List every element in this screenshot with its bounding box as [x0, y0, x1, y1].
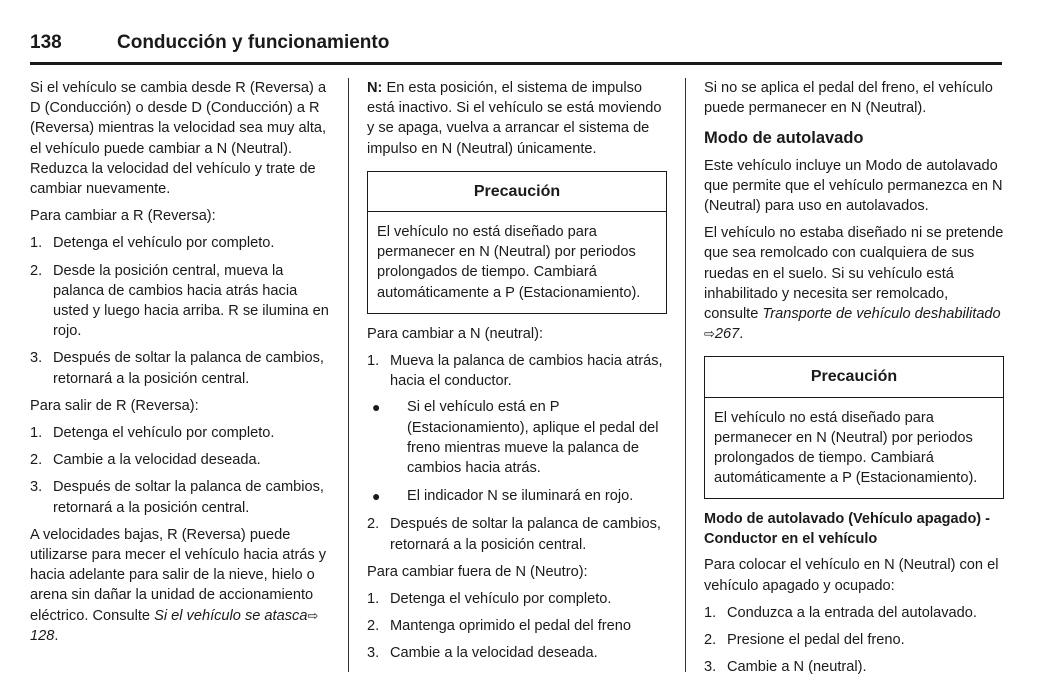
numbered-list [30, 423, 330, 518]
list-number: 1. [367, 591, 380, 608]
punctuation: . [54, 627, 59, 644]
list-number: 3. [367, 645, 380, 662]
list-item-text: Cambie a la velocidad deseada. [390, 645, 598, 662]
page-header [30, 30, 1002, 62]
paragraph: Si no se aplica el pedal del freno, el vehículo puede permanecer en N (Neutral). [704, 80, 993, 117]
list-item-text: Después de soltar la palanca de cambios, retornará a la posición central. [390, 516, 661, 553]
list-item [30, 233, 330, 253]
list-item-text: Detenga el vehículo por completo. [53, 425, 275, 442]
list-number: 2. [704, 632, 717, 649]
paragraph: Para cambiar a R (Reversa): [30, 208, 216, 225]
list-number: 2. [30, 262, 43, 279]
caution-body: El vehículo no está diseñado para permanecer en N (Neutral) por periodos prolongados de tiempo. Cambiará automáticamente a P (Estacionamiento). [714, 409, 978, 487]
list-number: 2. [367, 618, 380, 635]
caution-box [367, 171, 667, 314]
bullet-text: Si el vehículo está en P (Estacionamiento), aplique el pedal del freno mientras mueve la palanca de cambios hacia atrás. [407, 399, 659, 477]
list-item-text: Desde la posición central, mueva la palanca de cambios hacia atrás hacia usted y luego hacia arriba. R se ilumina en rojo. [53, 262, 329, 340]
cross-reference-link[interactable]: Si el vehículo se atasca [154, 607, 308, 624]
list-item [704, 630, 1004, 650]
list-number: 3. [30, 479, 43, 496]
list-number: 1. [704, 604, 717, 621]
paragraph: Para cambiar fuera de N (Neutro): [367, 563, 588, 580]
paragraph: Si el vehículo se cambia desde R (Reversa) a D (Conducción) o desde D (Conducción) a R (Reversa) mientras la velocidad sea muy alta, el vehículo puede cambiar a N (Neutral). Reduzca la velocidad del vehículo y trate de cambiar nuevamente. [30, 80, 327, 198]
paragraph: Este vehículo incluye un Modo de autolavado que permite que el vehículo permanezca en N (Neutral) para uso en autolavados. [704, 157, 1003, 215]
bullet-list [367, 397, 667, 506]
list-item-text: Después de soltar la palanca de cambios, retornará a la posición central. [53, 479, 324, 516]
list-item-text: Conduzca a la entrada del autolavado. [727, 604, 977, 621]
list-number: 1. [30, 425, 43, 442]
arrow-icon: ⇨ [704, 326, 715, 342]
list-item [367, 643, 667, 663]
bullet-item [367, 397, 667, 478]
list-item-text: Mantenga oprimido el pedal del freno [390, 618, 631, 635]
list-number: 1. [30, 235, 43, 252]
cross-reference-page[interactable]: 128 [30, 627, 55, 644]
list-number: 3. [704, 659, 717, 676]
chapter-title: Conducción y funcionamiento [117, 32, 390, 53]
bullet-text: El indicador N se iluminará en rojo. [407, 488, 634, 505]
list-item [367, 589, 667, 609]
header-rule [30, 62, 1002, 65]
numbered-list [367, 351, 667, 555]
subsection-heading: Modo de autolavado (Vehículo apagado) - Conductor en el vehículo [704, 511, 990, 548]
list-item [30, 477, 330, 517]
caution-box [704, 356, 1004, 499]
list-item-text: Detenga el vehículo por completo. [53, 235, 275, 252]
paragraph-text: En esta posición, el sistema de impulso está inactivo. Si el vehículo se está moviendo y se apaga, vuelva a arrancar el sistema de impulso en N (Neutral) únicamente. [367, 80, 662, 157]
section-heading: Modo de autolavado [704, 129, 864, 148]
paragraph: Para salir de R (Reversa): [30, 397, 199, 414]
cross-reference-link[interactable]: Transporte de vehículo deshabilitado [762, 306, 1001, 323]
punctuation: . [739, 326, 744, 343]
list-item [30, 450, 330, 470]
caution-body: El vehículo no está diseñado para permanecer en N (Neutral) por periodos prolongados de tiempo. Cambiará automáticamente a P (Estacionamiento). [377, 224, 641, 301]
list-number: 2. [367, 516, 380, 533]
list-item-text: Cambie a N (neutral). [727, 659, 867, 676]
numbered-list [704, 603, 1004, 678]
cross-reference-page[interactable]: 267 [714, 326, 740, 343]
list-number: 1. [367, 353, 380, 370]
list-item [367, 514, 667, 554]
column-divider [685, 78, 686, 672]
list-item [704, 603, 1004, 623]
paragraph [30, 525, 330, 646]
caution-title: Precaución [368, 172, 666, 212]
list-item [30, 348, 330, 388]
list-item [30, 261, 330, 342]
list-item-text: Cambie a la velocidad deseada. [53, 452, 261, 469]
list-item-text: Presione el pedal del freno. [727, 632, 905, 649]
page-number: 138 [30, 32, 62, 53]
paragraph: Para colocar el vehículo en N (Neutral) con el vehículo apagado y ocupado: [704, 557, 999, 594]
column-3 [704, 78, 1004, 684]
paragraph [704, 223, 1004, 344]
list-item [30, 423, 330, 443]
label-n: N: [367, 80, 383, 96]
list-item-text: Mueva la palanca de cambios hacia atrás, hacia el conductor. [390, 353, 663, 390]
bullet-item [367, 486, 667, 506]
paragraph-text: A velocidades bajas, R (Reversa) puede utilizarse para mecer el vehículo hacia atrás y hacia adelante para salir de la nieve, hielo o arena sin dañar la unidad de accionamiento eléctrico. Consulte [30, 526, 327, 624]
numbered-list [367, 589, 667, 664]
list-item [704, 657, 1004, 677]
list-number: 3. [30, 350, 43, 367]
paragraph: Para cambiar a N (neutral): [367, 325, 544, 342]
numbered-list [30, 233, 330, 388]
column-divider [348, 78, 349, 672]
column-1 [30, 78, 330, 653]
list-number: 2. [30, 452, 43, 469]
list-item [367, 351, 667, 506]
list-item-text: Después de soltar la palanca de cambios, retornará a la posición central. [53, 350, 324, 387]
paragraph [367, 78, 667, 159]
list-item [367, 616, 667, 636]
arrow-icon: ⇨ [307, 607, 319, 623]
bullet-icon: ● [372, 399, 381, 416]
column-2 [367, 78, 667, 671]
caution-title: Precaución [705, 357, 1003, 397]
bullet-icon: ● [372, 488, 381, 505]
paragraph-text: El vehículo no estaba diseñado ni se pretende que sea remolcado con cualquiera de sus ruedas en el suelo. Si su vehículo está inhabilitado y necesita ser remolcado, consulte [704, 225, 1004, 323]
list-item-text: Detenga el vehículo por completo. [390, 591, 612, 608]
